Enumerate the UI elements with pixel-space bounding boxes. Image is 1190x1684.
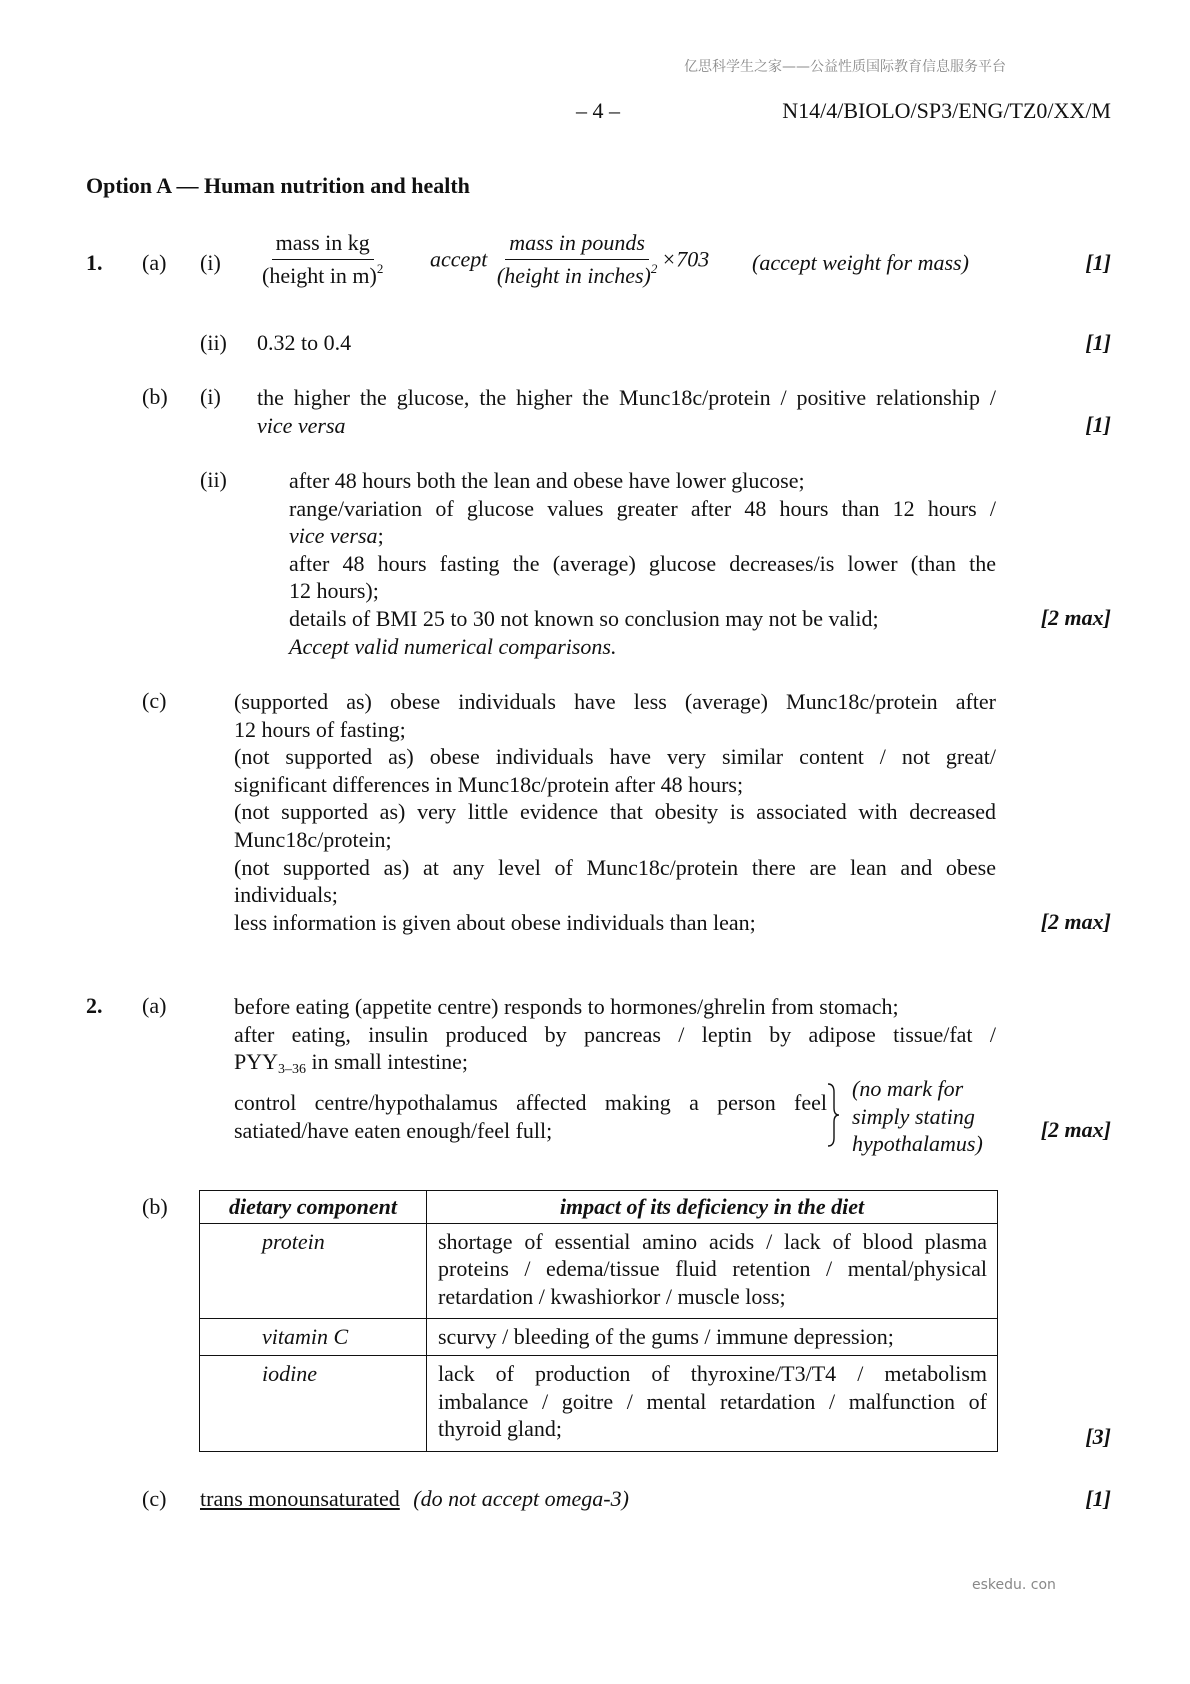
table-cell-component: iodine [200, 1355, 427, 1451]
q1c-label: (c) [142, 688, 167, 713]
q1bii-answer: after 48 hours both the lean and obese have lower glucose; range/variation of glucose values greater after 48 hours than 12 hours / vice versa; after 48 hours fasting the (average) glucose decreases/is lower (than the 12 hours); details of BMI 25 to 30 not known so conclusion may not be valid; Accept valid numerical comparisons. [289, 468, 996, 659]
table-row [200, 1223, 998, 1319]
q1-number: 1. [86, 250, 103, 275]
q2b-label: (b) [142, 1194, 168, 1219]
q1bii-mark: [2 max] [1040, 605, 1111, 630]
table-cell-impact: shortage of essential amino acids / lack of blood plasma proteins / edema/tissue fluid retention / mental/physical retardation / kwashiorkor / muscle loss; [427, 1223, 998, 1319]
q2c-answer [200, 1486, 629, 1512]
page-number: – 4 – [576, 98, 620, 123]
table-header-row [200, 1191, 998, 1224]
q2a-label: (a) [142, 993, 167, 1018]
q1aii-label: (ii) [200, 330, 227, 355]
bmi-alt-denominator: (height in inches)$^2$ [496, 261, 658, 288]
q2a-answer: before eating (appetite centre) responds to hormones/ghrelin from stomach; after eating, insulin produced by pancreas / leptin by adipose tissue/fat / $PYY_{3-36}$ in small intestine; [234, 994, 996, 1078]
q1bi-label: (i) [200, 384, 221, 409]
q2c-note: (do not accept omega-3) [413, 1486, 629, 1511]
accept-word: accept [430, 246, 488, 272]
q1a-label: (a) [142, 250, 167, 275]
q1bii-label: (ii) [200, 467, 227, 492]
q2a-note: (no mark for simply stating hypothalamus) [852, 1076, 983, 1157]
q1bi-answer: the higher the glucose, the higher the Munc18c/protein / positive relationship / vice versa [257, 385, 996, 438]
table-row [200, 1319, 998, 1356]
q2a-answer-control: control centre/hypothalamus affected making a person feel satiated/have eaten enough/feel full; [234, 1090, 827, 1143]
table-row [200, 1355, 998, 1451]
deficiency-table [199, 1190, 998, 1452]
q2-number: 2. [86, 993, 103, 1018]
q2c-mark: [1] [1085, 1486, 1111, 1511]
table-header-component: dietary component [200, 1191, 427, 1224]
bmi-alt-formula [430, 230, 709, 289]
q1ai-mark: [1] [1085, 250, 1111, 275]
table-cell-impact: scurvy / bleeding of the gums / immune depression; [427, 1319, 998, 1356]
curly-brace-icon [826, 1082, 840, 1148]
q1ai-note: (accept weight for mass) [752, 250, 969, 275]
bmi-fraction [258, 230, 387, 289]
q1b-label: (b) [142, 384, 168, 409]
paper-code: N14/4/BIOLO/SP3/ENG/TZ0/XX/M [782, 98, 1111, 123]
option-title: Option A — Human nutrition and health [86, 173, 470, 198]
q2b-mark: [3] [1085, 1424, 1111, 1449]
watermark-bottom: eskedu. con [972, 1577, 1056, 1593]
q2c-label: (c) [142, 1486, 167, 1511]
q1c-answer: (supported as) obese individuals have less (average) Munc18c/protein after 12 hours of fasting; (not supported as) obese individuals have very similar content / not great/ significant differences in Munc18c/protein after 48 hours; (not supported as) very little evidence that obesity is associated with decreased Munc18c/protein; (not supported as) at any level of Munc18c/protein there are lean and obese individuals; less information is given about obese individuals than lean; [234, 689, 996, 935]
bmi-numerator: mass in kg [272, 230, 374, 260]
bmi-alt-numerator: mass in pounds [505, 230, 649, 260]
table-cell-impact: lack of production of thyroxine/T3/T4 / metabolism imbalance / goitre / mental retardation / malfunction of thyroid gland; [427, 1355, 998, 1451]
table-cell-component: vitamin C [200, 1319, 427, 1356]
q1bi-mark: [1] [1085, 412, 1111, 437]
times-703: ×703 [661, 246, 710, 272]
q2a-mark: [2 max] [1040, 1117, 1111, 1142]
table-cell-component: protein [200, 1223, 427, 1319]
q2c-answer-text: trans monounsaturated [200, 1486, 400, 1511]
bmi-formula [258, 230, 387, 289]
table-header-impact: impact of its deficiency in the diet [427, 1191, 998, 1224]
q1ai-label: (i) [200, 250, 221, 275]
bmi-denominator: (height in m)$^2$ [262, 261, 384, 288]
q1aii-answer: 0.32 to 0.4 [257, 330, 352, 355]
bmi-alt-fraction [493, 230, 661, 289]
q1aii-mark: [1] [1085, 330, 1111, 355]
watermark-top: 亿思科学生之家——公益性质国际教育信息服务平台 [684, 59, 1006, 75]
q1c-mark: [2 max] [1040, 909, 1111, 934]
